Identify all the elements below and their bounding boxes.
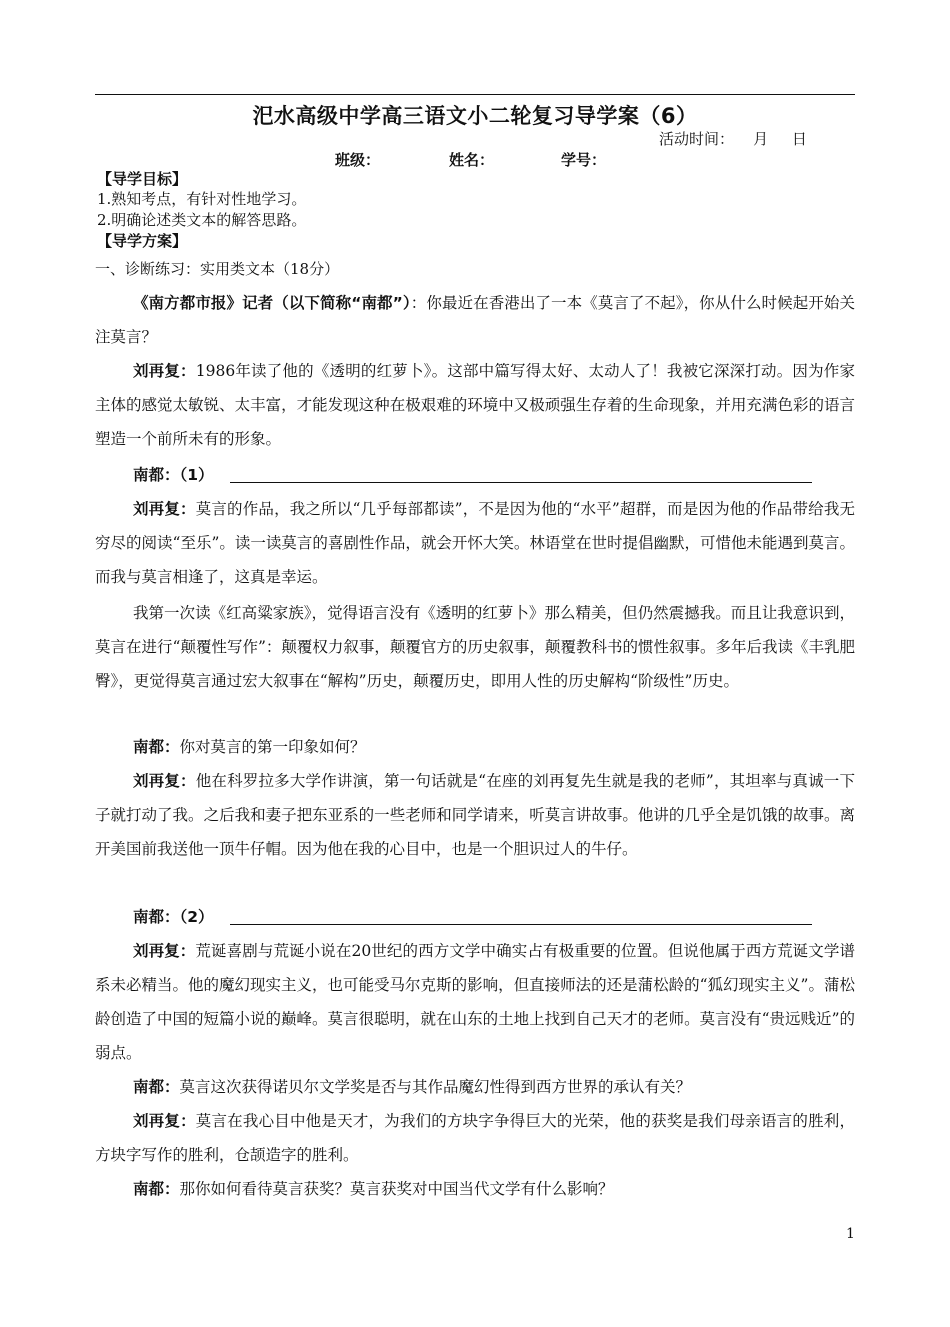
blank-number: （1） <box>179 466 214 484</box>
question-text: ：你最近在香港出了一本《莫言了不起》，你从什么时候起开始关注莫言？ <box>95 294 855 346</box>
answer-text: 1986年读了他的《透明的红萝卜》。这部中篇写得太好、太动人了！我被它深深打动。因为作家主体的感觉太敏锐、太丰富，才能发现这种在极艰难的环境中又极顽强生存着的生命现象，并用充满色彩的语言塑造一个前所未有的形象。 <box>95 362 855 448</box>
question-paragraph <box>95 730 855 764</box>
question-blank-2 <box>95 900 855 934</box>
page-number: 1 <box>846 1226 855 1242</box>
question-text: 那你如何看待莫言获奖？莫言获奖对中国当代文学有什么影响？ <box>179 1180 614 1198</box>
activity-time: 活动时间： 月 日 <box>659 130 807 148</box>
speaker-label: 刘再复： <box>132 500 196 518</box>
question-blank-1 <box>95 458 855 492</box>
speaker-label: 南都： <box>132 908 180 926</box>
blank-number: （2） <box>179 908 214 926</box>
answer-paragraph: 我第一次读《红高粱家族》，觉得语言没有《透明的红萝卜》那么精美，但仍然震撼我。而且让我意识到，莫言在进行“颠覆性写作”：颠覆权力叙事，颠覆官方的历史叙事，颠覆教科书的惯性叙事。多年后我读《丰乳肥臀》，更觉得莫言通过宏大叙事在“解构”历史，颠覆历史，即用人性的历史解构“阶级性”历史。 <box>95 604 855 690</box>
answer-blank-line[interactable] <box>230 924 812 925</box>
answer-text: 他在科罗拉多大学作讲演，第一句话就是“在座的刘再复先生就是我的老师”，其坦率与真诚一下子就打动了我。之后我和妻子把东亚系的一些老师和同学请来，听莫言讲故事。他讲的几乎全是饥饿的故事。离开美国前我送他一顶牛仔帽。因为他在我的心目中，也是一个胆识过人的牛仔。 <box>95 772 855 858</box>
answer-paragraph <box>95 492 855 594</box>
answer-paragraph <box>95 354 855 456</box>
speaker-label: 南都： <box>132 738 180 756</box>
speaker-label: 刘再复： <box>132 772 196 790</box>
speaker-label: 南都： <box>132 466 180 484</box>
page-title: 汜水高级中学高三语文小二轮复习导学案（6） <box>252 104 698 128</box>
speaker-label: 南都： <box>132 1180 180 1198</box>
name-label: 姓名： <box>449 151 495 169</box>
speaker-label: 刘再复： <box>132 1112 196 1130</box>
question-text: 你对莫言的第一印象如何？ <box>179 738 366 756</box>
answer-paragraph <box>95 934 855 1070</box>
class-label: 班级： <box>335 151 381 169</box>
question-paragraph <box>95 1070 855 1104</box>
speaker-label: 南都： <box>132 1078 180 1096</box>
plan-heading: 【导学方案】 <box>97 232 188 250</box>
answer-paragraph <box>95 1104 855 1172</box>
header-rule <box>95 94 855 95</box>
answer-text: 莫言的作品，我之所以“几乎每部都读”，不是因为他的“水平”超群，而是因为他的作品带给我无穷尽的阅读“至乐”。读一读莫言的喜剧性作品，就会开怀大笑。林语堂在世时提倡幽默，可惜他未能遇到莫言。而我与莫言相逢了，这真是幸运。 <box>95 500 855 586</box>
question-text: 莫言这次获得诺贝尔文学奖是否与其作品魔幻性得到西方世界的承认有关？ <box>179 1078 691 1096</box>
answer-text: 莫言在我心目中他是天才，为我们的方块字争得巨大的光荣，他的获奖是我们母亲语言的胜利，方块字写作的胜利，仓颉造字的胜利。 <box>95 1112 855 1164</box>
goals-heading: 【导学目标】 <box>97 170 188 188</box>
goal-item: 1.熟知考点，有针对性地学习。 <box>97 190 307 208</box>
goal-item: 2.明确论述类文本的解答思路。 <box>97 211 307 229</box>
student-id-label: 学号： <box>561 151 607 169</box>
section-heading: 一、诊断练习：实用类文本（18分） <box>95 260 340 278</box>
question-paragraph <box>95 1172 855 1206</box>
speaker-label: 刘再复： <box>132 942 196 960</box>
interview-intro <box>95 286 855 354</box>
speaker-label: 刘再复： <box>132 362 196 380</box>
answer-paragraph <box>95 764 855 866</box>
speaker-label: 《南方都市报》记者（以下简称“南都”） <box>132 294 411 312</box>
answer-text: 荒诞喜剧与荒诞小说在20世纪的西方文学中确实占有极重要的位置。但说他属于西方荒诞文学谱系未必精当。他的魔幻现实主义，也可能受马尔克斯的影响，但直接师法的还是蒲松龄的“狐幻现实主义”。蒲松龄创造了中国的短篇小说的巅峰。莫言很聪明，就在山东的土地上找到自己天才的老师。莫言没有“贵远贱近”的弱点。 <box>95 942 855 1062</box>
answer-blank-line[interactable] <box>230 482 812 483</box>
